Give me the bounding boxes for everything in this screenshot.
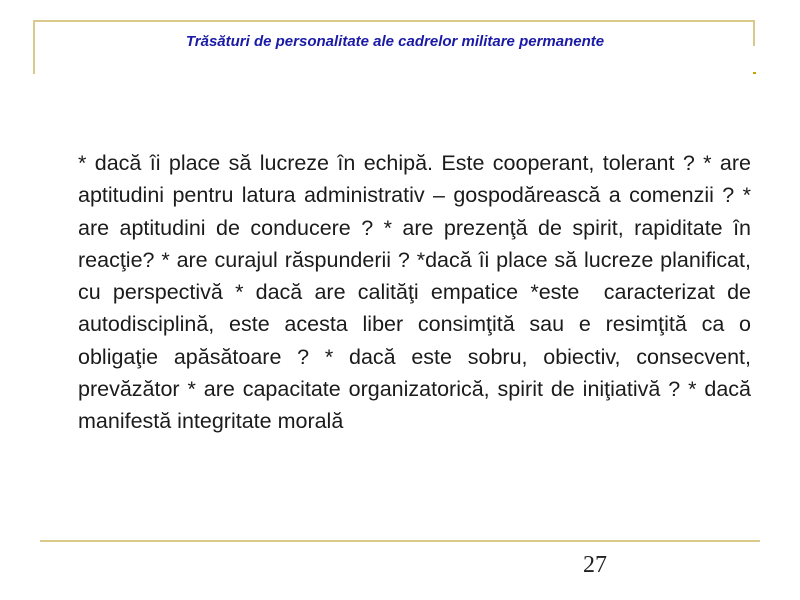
bottom-divider [40, 540, 760, 542]
page-number: 27 [583, 552, 607, 578]
top-frame-line [33, 20, 755, 22]
slide-title: Trăsături de personalitate ale cadrelor militare permanente [185, 33, 605, 50]
body-text: * dacă îi place să lucreze în echipă. Este cooperant, tolerant ? * are aptitudini pentru latura administrativ – gospodărească a comenzii ? * are aptitudini de conducere ? * are prezenţă de spirit, rapiditate în reacţie? * are curajul răspunderii ? *dacă îi place să lucreze planificat, cu perspectivă * dacă are calităţi empatice *este caracterizat de autodisciplină, este acesta liber consimţită sau e resimţită ca o obligaţie apăsătoare ? * dacă este sobru, obiectiv, consecvent, prevăzător * are capacitate organizatorică, spirit de iniţiativă ? * dacă manifestă integritate morală [78, 151, 757, 434]
accent-dot [753, 72, 756, 74]
